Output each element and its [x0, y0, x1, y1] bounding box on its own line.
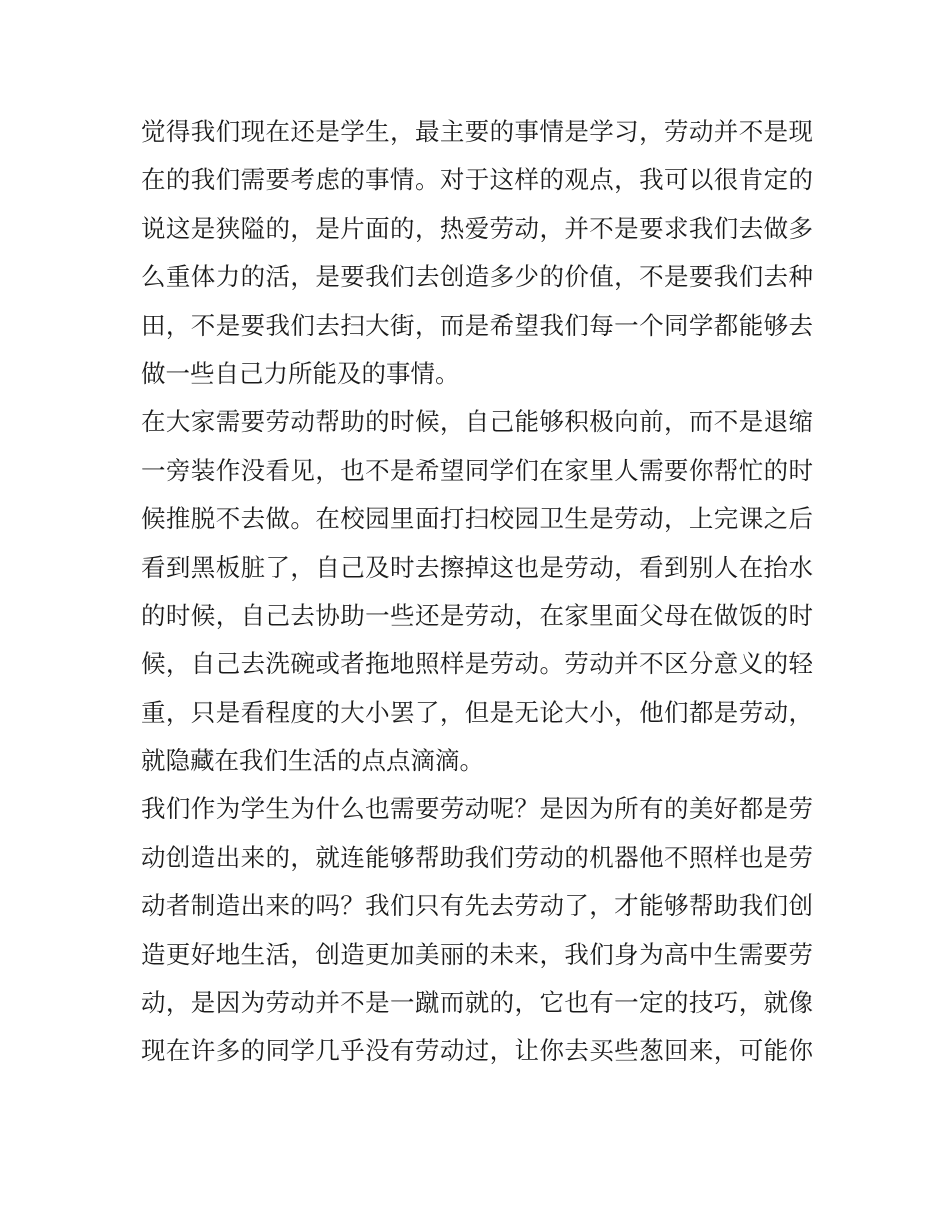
- text-line: 动者制造出来的吗？我们只有先去劳动了，才能够帮助我们创: [141, 891, 813, 921]
- text-line: 造更好地生活，创造更加美丽的未来，我们身为高中生需要劳: [141, 939, 813, 969]
- text-line: 说这是狭隘的，是片面的，热爱劳动，并不是要求我们去做多: [141, 213, 813, 243]
- text-line: 看到黑板脏了，自己及时去擦掉这也是劳动，看到别人在抬水: [141, 552, 813, 582]
- document-body: [141, 108, 813, 1076]
- text-line: 田，不是要我们去扫大街，而是希望我们每一个同学都能够去: [141, 310, 813, 340]
- text-line: 重，只是看程度的大小罢了，但是无论大小，他们都是劳动，: [141, 697, 813, 727]
- text-line: 候，自己去洗碗或者拖地照样是劳动。劳动并不区分意义的轻: [141, 649, 813, 679]
- text-line: 的时候，自己去协助一些还是劳动，在家里面父母在做饭的时: [141, 600, 813, 630]
- text-line: 动，是因为劳动并不是一蹴而就的，它也有一定的技巧，就像: [141, 988, 813, 1018]
- text-line: 么重体力的活，是要我们去创造多少的价值，不是要我们去种: [141, 262, 813, 292]
- text-line: 我们作为学生为什么也需要劳动呢？是因为所有的美好都是劳: [141, 794, 813, 824]
- text-line: 现在许多的同学几乎没有劳动过，让你去买些葱回来，可能你: [141, 1036, 813, 1066]
- paragraph-1: [141, 108, 813, 398]
- paragraph-2: [141, 398, 813, 785]
- text-line: 就隐藏在我们生活的点点滴滴。: [141, 746, 484, 776]
- paragraph-3: [141, 785, 813, 1075]
- text-line: 在的我们需要考虑的事情。对于这样的观点，我可以很肯定的: [141, 165, 813, 195]
- text-line: 动创造出来的，就连能够帮助我们劳动的机器他不照样也是劳: [141, 842, 813, 872]
- text-line: 在大家需要劳动帮助的时候，自己能够积极向前，而不是退缩: [141, 407, 813, 437]
- text-line: 一旁装作没看见，也不是希望同学们在家里人需要你帮忙的时: [141, 455, 813, 485]
- text-line: 觉得我们现在还是学生，最主要的事情是学习，劳动并不是现: [141, 117, 813, 146]
- text-line: 做一些自己力所能及的事情。: [141, 358, 460, 388]
- text-line: 候推脱不去做。在校园里面打扫校园卫生是劳动，上完课之后: [141, 504, 813, 534]
